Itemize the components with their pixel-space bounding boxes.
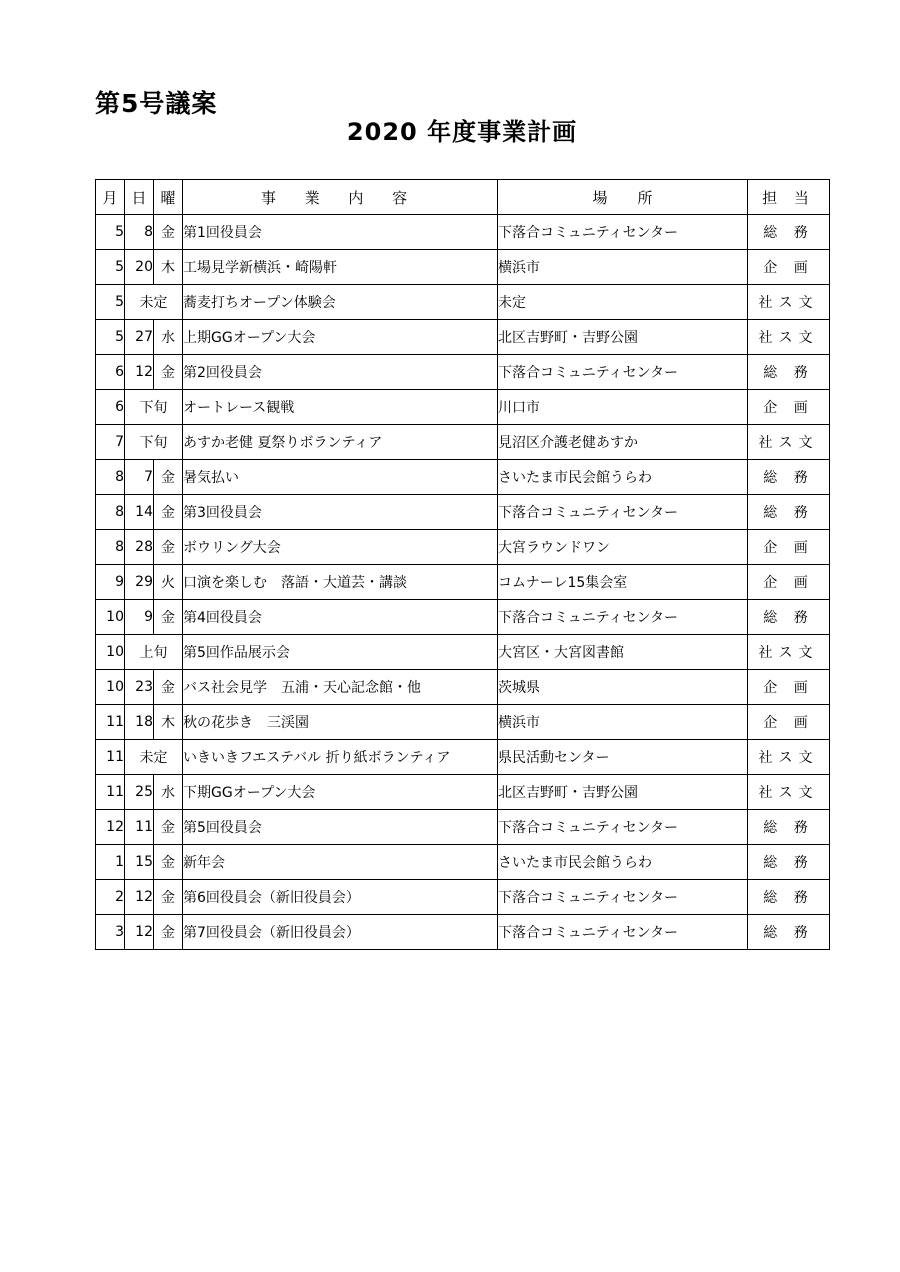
cell-place: 大宮ラウンドワン [498,530,748,565]
cell-content: あすか老健 夏祭りボランティア [183,425,498,460]
cell-staff: 総 務 [748,810,830,845]
cell-month: 3 [96,915,125,950]
cell-day: 25 [125,775,154,810]
cell-weekday: 金 [154,460,183,495]
cell-weekday: 金 [154,670,183,705]
cell-day: 23 [125,670,154,705]
cell-staff: 総 務 [748,215,830,250]
cell-place: 下落合コミュニティセンター [498,810,748,845]
cell-place: 大宮区・大宮図書館 [498,635,748,670]
cell-content: オートレース観戦 [183,390,498,425]
cell-day: 12 [125,915,154,950]
cell-content: 第3回役員会 [183,495,498,530]
cell-date-approx: 未定 [125,285,183,320]
cell-month: 6 [96,390,125,425]
cell-place: 下落合コミュニティセンター [498,215,748,250]
cell-staff: 社ス文 [748,425,830,460]
table-row [96,250,830,285]
cell-weekday: 金 [154,600,183,635]
cell-month: 5 [96,215,125,250]
table-row [96,215,830,250]
cell-place: 見沼区介護老健あすか [498,425,748,460]
cell-day: 12 [125,355,154,390]
cell-month: 10 [96,600,125,635]
cell-content: 口演を楽しむ 落語・大道芸・講談 [183,565,498,600]
cell-weekday: 金 [154,915,183,950]
document-title: 2020 年度事業計画 [346,118,578,146]
cell-day: 14 [125,495,154,530]
cell-staff: 企 画 [748,670,830,705]
cell-day: 7 [125,460,154,495]
cell-content: ボウリング大会 [183,530,498,565]
cell-staff: 総 務 [748,845,830,880]
cell-day: 27 [125,320,154,355]
cell-month: 1 [96,845,125,880]
cell-month: 10 [96,670,125,705]
cell-day: 8 [125,215,154,250]
cell-weekday: 金 [154,495,183,530]
table-row [96,705,830,740]
cell-month: 5 [96,285,125,320]
cell-date-approx: 上旬 [125,635,183,670]
table-row [96,285,830,320]
header-day: 日 [125,180,154,215]
cell-content: 第2回役員会 [183,355,498,390]
cell-date-approx: 未定 [125,740,183,775]
cell-staff: 社ス文 [748,740,830,775]
cell-staff: 企 画 [748,530,830,565]
table-row [96,460,830,495]
cell-month: 8 [96,495,125,530]
cell-content: 第5回役員会 [183,810,498,845]
cell-place: 横浜市 [498,705,748,740]
schedule-table-body [96,215,830,950]
table-row [96,740,830,775]
cell-place: 茨城県 [498,670,748,705]
table-header-row [96,180,830,215]
table-row [96,775,830,810]
cell-staff: 社ス文 [748,285,830,320]
cell-day: 20 [125,250,154,285]
table-row [96,810,830,845]
table-row [96,320,830,355]
cell-staff: 社ス文 [748,320,830,355]
cell-staff: 企 画 [748,390,830,425]
cell-staff: 総 務 [748,355,830,390]
cell-place: 下落合コミュニティセンター [498,355,748,390]
cell-weekday: 金 [154,810,183,845]
cell-place: 横浜市 [498,250,748,285]
cell-weekday: 金 [154,355,183,390]
table-row [96,635,830,670]
cell-place: 下落合コミュニティセンター [498,915,748,950]
cell-month: 10 [96,635,125,670]
cell-staff: 総 務 [748,915,830,950]
cell-content: 秋の花歩き 三渓園 [183,705,498,740]
cell-weekday: 木 [154,250,183,285]
cell-staff: 総 務 [748,600,830,635]
cell-place: 下落合コミュニティセンター [498,600,748,635]
cell-content: 第6回役員会（新旧役員会） [183,880,498,915]
cell-place: 川口市 [498,390,748,425]
cell-day: 12 [125,880,154,915]
cell-day: 11 [125,810,154,845]
table-row [96,915,830,950]
cell-content: 第7回役員会（新旧役員会） [183,915,498,950]
cell-staff: 社ス文 [748,635,830,670]
table-row [96,670,830,705]
table-row [96,425,830,460]
table-row [96,600,830,635]
cell-content: 下期GGオープン大会 [183,775,498,810]
schedule-table [95,179,830,950]
cell-staff: 企 画 [748,250,830,285]
cell-content: 蕎麦打ちオープン体験会 [183,285,498,320]
cell-weekday: 金 [154,530,183,565]
table-row [96,565,830,600]
cell-content: バス社会見学 五浦・天心記念館・他 [183,670,498,705]
cell-content: 暑気払い [183,460,498,495]
header-content: 事 業 内 容 [183,180,498,215]
cell-month: 6 [96,355,125,390]
cell-weekday: 金 [154,845,183,880]
cell-weekday: 水 [154,775,183,810]
table-row [96,355,830,390]
cell-content: 工場見学新横浜・崎陽軒 [183,250,498,285]
table-row [96,880,830,915]
cell-weekday: 金 [154,880,183,915]
cell-staff: 企 画 [748,565,830,600]
cell-month: 2 [96,880,125,915]
cell-month: 5 [96,250,125,285]
cell-content: 第4回役員会 [183,600,498,635]
cell-place: さいたま市民会館うらわ [498,845,748,880]
cell-place: 未定 [498,285,748,320]
cell-month: 12 [96,810,125,845]
table-row [96,530,830,565]
cell-content: 第1回役員会 [183,215,498,250]
cell-weekday: 金 [154,215,183,250]
cell-staff: 総 務 [748,495,830,530]
cell-month: 9 [96,565,125,600]
agenda-number: 第5号議案 [95,89,218,118]
header-place: 場 所 [498,180,748,215]
cell-staff: 社ス文 [748,775,830,810]
cell-staff: 総 務 [748,880,830,915]
cell-place: 北区吉野町・吉野公園 [498,775,748,810]
cell-place: コムナーレ15集会室 [498,565,748,600]
cell-date-approx: 下旬 [125,425,183,460]
table-row [96,495,830,530]
cell-month: 11 [96,740,125,775]
cell-content: いきいきフエステバル 折り紙ボランティア [183,740,498,775]
table-row [96,845,830,880]
cell-place: 下落合コミュニティセンター [498,880,748,915]
cell-place: 下落合コミュニティセンター [498,495,748,530]
cell-weekday: 木 [154,705,183,740]
cell-day: 9 [125,600,154,635]
cell-weekday: 火 [154,565,183,600]
cell-content: 第5回作品展示会 [183,635,498,670]
cell-month: 11 [96,705,125,740]
cell-place: さいたま市民会館うらわ [498,460,748,495]
header-weekday: 曜 [154,180,183,215]
cell-day: 28 [125,530,154,565]
cell-content: 新年会 [183,845,498,880]
cell-month: 7 [96,425,125,460]
cell-day: 18 [125,705,154,740]
cell-date-approx: 下旬 [125,390,183,425]
cell-month: 8 [96,530,125,565]
cell-month: 11 [96,775,125,810]
header-staff: 担 当 [748,180,830,215]
cell-staff: 総 務 [748,460,830,495]
cell-weekday: 水 [154,320,183,355]
cell-day: 29 [125,565,154,600]
cell-staff: 企 画 [748,705,830,740]
cell-day: 15 [125,845,154,880]
cell-content: 上期GGオープン大会 [183,320,498,355]
cell-month: 8 [96,460,125,495]
table-row [96,390,830,425]
cell-place: 県民活動センター [498,740,748,775]
header-month: 月 [96,180,125,215]
cell-month: 5 [96,320,125,355]
cell-place: 北区吉野町・吉野公園 [498,320,748,355]
